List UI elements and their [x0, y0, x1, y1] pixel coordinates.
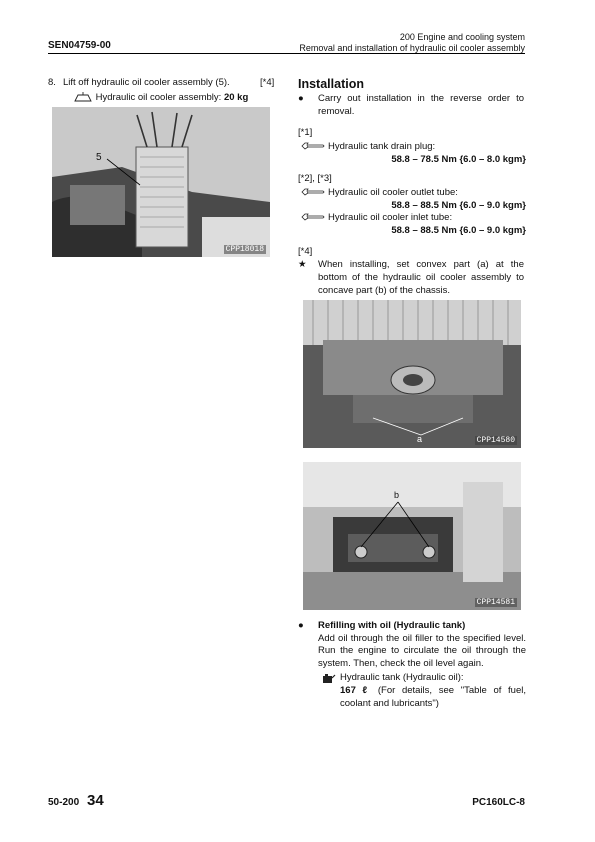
capacity-value: 167 ℓ [340, 684, 372, 696]
refill-body [318, 620, 526, 710]
photo-code: CPP14581 [476, 598, 515, 607]
wrench-icon [301, 142, 325, 150]
torque-label: Hydraulic oil cooler outlet tube: [328, 187, 458, 198]
section-title: 200 Engine and cooling system [399, 32, 525, 42]
torque-value: 58.8 – 88.5 Nm {6.0 – 9.0 kgm} [391, 200, 526, 211]
capacity-label: Hydraulic tank (Hydraulic oil): [340, 672, 464, 684]
ref-4: [*4] [298, 246, 313, 257]
refill-title: Refilling with oil (Hydraulic tank) [318, 620, 466, 631]
callout-b: b [394, 490, 400, 500]
note-text: When installing, set convex part (a) at the bottom of the hydraulic oil cooler assembly to concave part (b) of the chassis. [318, 259, 524, 296]
oil-can-icon [322, 673, 336, 684]
footer-model: PC160LC-8 [472, 797, 525, 808]
photo-convex-part [303, 300, 521, 448]
step-ref: [*4] [260, 77, 275, 88]
refill-text: Add oil through the oil filler to the specified level. Run the engine to circulate the oil through the system. Then, check the oil level again. [318, 632, 526, 669]
section-subtitle: Removal and installation of hydraulic oil cooler assembly [299, 43, 525, 53]
bullet-marker: ● [298, 93, 304, 104]
installation-title: Installation [298, 77, 364, 91]
callout-5: 5 [96, 152, 102, 163]
star-marker: ★ [298, 259, 307, 270]
capacity-note: (For details, see "Table of fuel, coolant and lubricants") [340, 684, 527, 709]
refill-marker: ● [298, 620, 304, 631]
weight-icon [73, 91, 93, 102]
bullet-text: Carry out installation in the reverse order to removal. [318, 93, 524, 117]
torque-label: Hydraulic tank drain plug: [328, 141, 436, 152]
header-rule [48, 53, 525, 54]
wrench-icon [301, 213, 325, 221]
photo-code: CPP14580 [476, 436, 515, 445]
doc-code: SEN04759-00 [48, 40, 111, 51]
callout-a: a [417, 434, 423, 444]
photo-cooler-lift [52, 107, 270, 257]
torque-label: Hydraulic oil cooler inlet tube: [328, 212, 453, 223]
ref-2-3: [*2], [*3] [298, 173, 332, 184]
photo-code: CPP18018 [225, 245, 264, 254]
wrench-icon [301, 188, 325, 196]
photo-concave-part [303, 462, 521, 610]
step-number: 8. [48, 77, 56, 88]
footer-page-no: 34 [87, 792, 104, 809]
torque-value: 58.8 – 78.5 Nm {6.0 – 8.0 kgm} [391, 154, 526, 165]
header-titles [299, 32, 525, 54]
step-text: Lift off hydraulic oil cooler assembly (5). [63, 77, 230, 88]
photo-concave-part-image [303, 462, 521, 610]
weight-label: Hydraulic oil cooler assembly: [95, 92, 222, 103]
weight-value: 20 kg [223, 92, 249, 103]
ref-1: [*1] [298, 127, 313, 138]
weight-line [73, 91, 248, 104]
footer-section-no: 50-200 [48, 797, 80, 808]
photo-convex-part-image [303, 300, 521, 448]
capacity-line [318, 672, 526, 710]
torque-value: 58.8 – 88.5 Nm {6.0 – 9.0 kgm} [391, 225, 526, 236]
capacity-row [340, 685, 526, 710]
photo-cooler-lift-image [52, 107, 270, 257]
